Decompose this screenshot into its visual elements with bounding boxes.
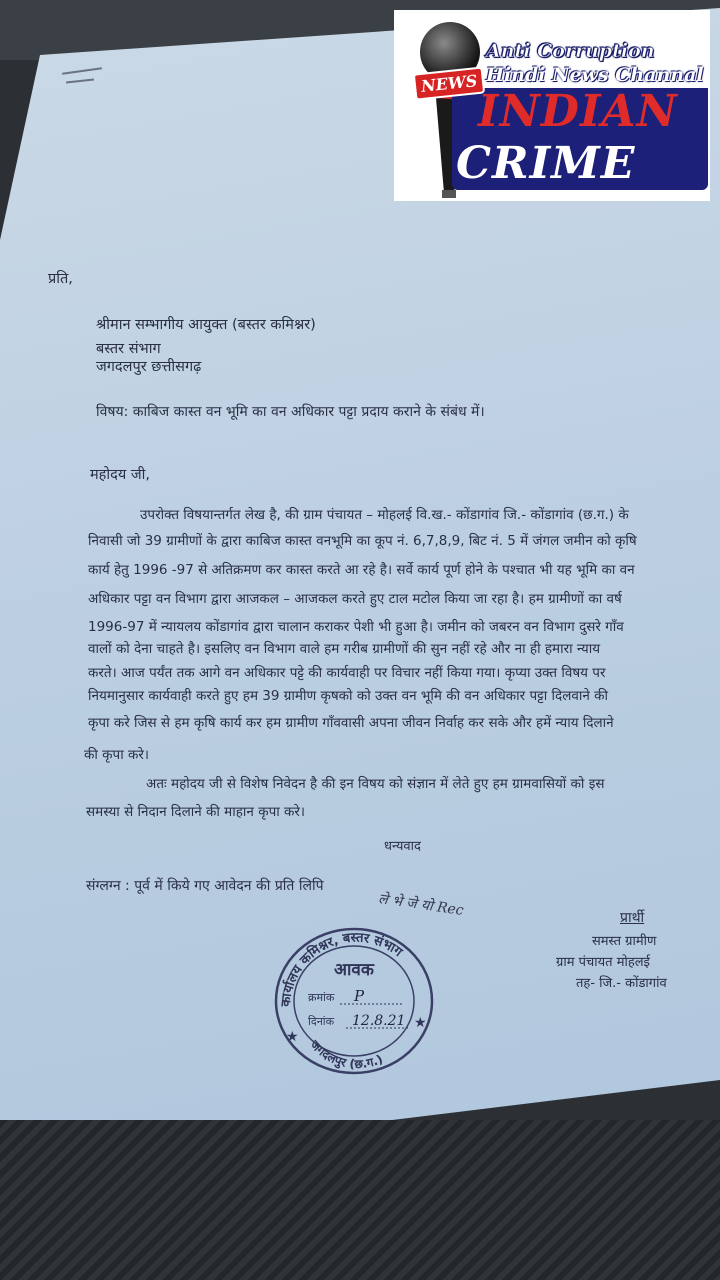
- enclosure-line: संग्लग्न : पूर्व में किये गए आवेदन की प्रति लिपि: [86, 878, 324, 894]
- logo-word-crime: CRIME: [456, 138, 636, 189]
- stamp-star-icon: ★: [286, 1029, 299, 1045]
- indian-crime-logo: [394, 10, 710, 201]
- body-line: करते। आज पर्यंत तक आगे वन अधिकार पट्टे की कार्यवाही पर विचार नहीं किया गया। कृप्या उक्त विषय पर: [88, 665, 606, 681]
- stamp-star-icon: ★: [414, 1015, 427, 1031]
- closing-line: समस्या से निदान दिलाने की माहान कृपा करे।: [86, 804, 306, 820]
- stamp-arc-top: कार्यालय कमिश्नर, बस्तर संभाग: [278, 930, 405, 1008]
- applicant-line-3: तह- जि.- कोंडागांव: [576, 976, 667, 991]
- news-badge: NEWS: [413, 66, 486, 100]
- body-line: निवासी जो 39 ग्रामीणों के द्वारा काबिज कास्त वनभूमि का कूप नं. 6,7,8,9, बिट नं. 5 में जंगल जमीन को कृषि: [88, 533, 637, 549]
- logo-word-indian: INDIAN: [478, 86, 678, 137]
- salutation: महोदय जी,: [90, 467, 150, 483]
- stamp-date-label: दिनांक: [308, 1015, 335, 1028]
- to-label: प्रति,: [48, 271, 73, 287]
- applicant-line-2: ग्राम पंचायत मोहलई: [556, 955, 650, 970]
- address-line-3: जगदलपुर छत्तीसगढ़: [96, 359, 202, 375]
- subject-line: विषय: काबिज कास्त वन भूमि का वन अधिकार पट्टा प्रदाय कराने के संबंध में।: [96, 404, 485, 420]
- body-line: नियमानुसार कार्यवाही करते हुए हम 39 ग्रामीण कृषको को उक्त वन भूमि की वन अधिकार पट्टा दिलवाने की: [88, 688, 609, 704]
- stamp-title: आवक: [334, 960, 374, 980]
- stamp-date-value: 12.8.21: [352, 1013, 406, 1029]
- stamp-number-label: क्रमांक: [308, 991, 335, 1004]
- applicant-heading: प्रार्थी: [620, 910, 645, 926]
- background-fabric: [0, 1120, 720, 1280]
- stamp-number-value: P: [354, 987, 365, 1005]
- closing-line: अतः महोदय जी से विशेष निवेदन है की इन विषय को संज्ञान में लेते हुए हम ग्रामवासियों को इस: [146, 776, 605, 792]
- address-line-1: श्रीमान सम्भागीय आयुक्त (बस्तर कमिश्नर): [96, 317, 316, 333]
- stamp-arc-bottom: जगदलपुर (छ.ग.): [307, 1037, 385, 1072]
- body-line: कृपा करे जिस से हम कृषि कार्य कर हम ग्रामीण गाँववासी अपना जीवन निर्वाह कर सके और हमें न्याय दिलाने: [88, 715, 614, 731]
- body-line: उपरोक्त विषयान्तर्गत लेख है, की ग्राम पंचायत – मोहलई वि.ख.- कोंडागांव जि.- कोंडागांव (छ.ग.) के: [140, 507, 629, 523]
- body-line: 1996-97 में न्यायलय कोंडागांव द्वारा चालान कराकर पेशी भी हुआ है। जमीन को जबरन वन विभाग दुसरे गाँव: [88, 619, 624, 635]
- address-line-2: बस्तर संभाग: [96, 341, 161, 357]
- body-line: वालों को देना चाहते है। इसलिए वन विभाग वाले हम गरीब ग्रामीणों की सुन नहीं रहे और ना ही हमारा न्याय: [88, 641, 601, 657]
- thanks: धन्यवाद: [384, 839, 421, 854]
- handwritten-note: ले भे जे यो Rec: [377, 891, 465, 919]
- applicant-line-1: समस्त ग्रामीण: [592, 934, 657, 949]
- body-line: कार्य हेतु 1996 -97 से अतिक्रमण कर कास्त करते आ रहे है। सर्वे कार्य पूर्ण होने के पश्चात भी यह भूमि का वन: [88, 562, 635, 578]
- body-line: की कृपा करे।: [84, 747, 149, 763]
- receipt-stamp: [268, 915, 438, 1075]
- logo-tagline-2: Hindi News Channal: [486, 64, 704, 86]
- logo-tagline-1: Anti Corruption: [486, 40, 655, 62]
- body-line: अधिकार पट्टा वन विभाग द्वारा आजकल – आजकल करते हुए टाल मटोल किया जा रहा है। हम ग्रामीणों का वर्ष: [88, 591, 622, 607]
